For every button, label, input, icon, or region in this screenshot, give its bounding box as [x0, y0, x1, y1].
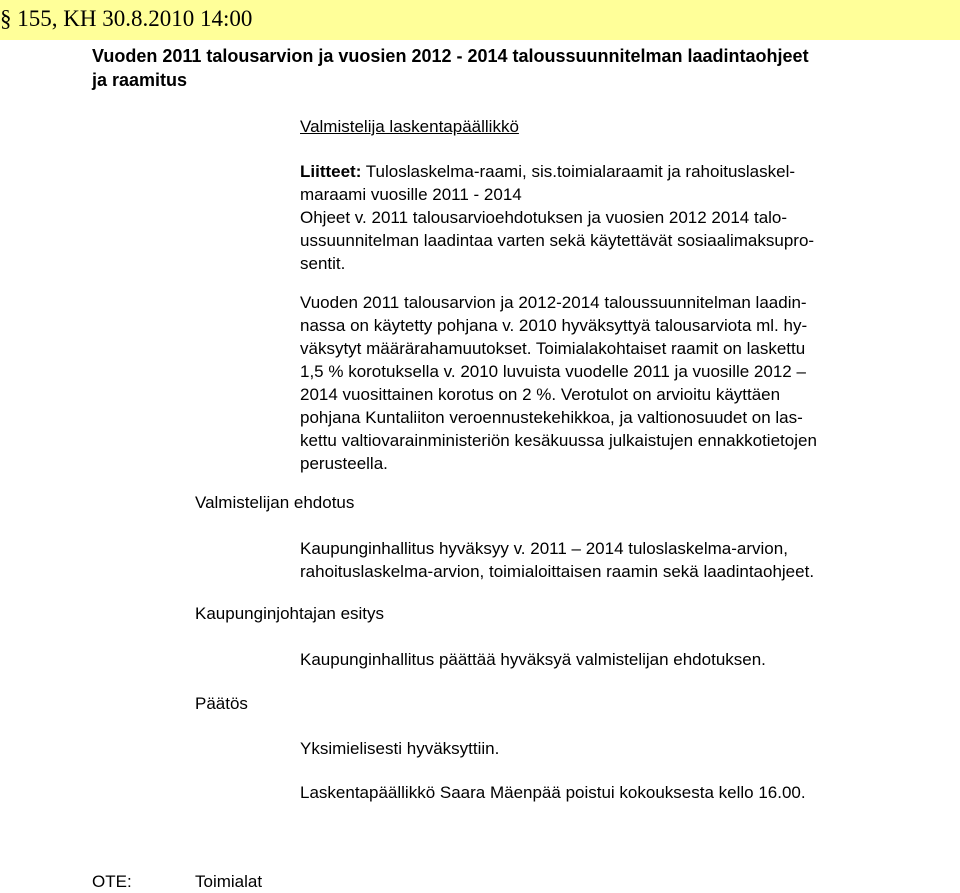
- footer-label: OTE:: [92, 872, 132, 891]
- attachments-line: sentit.: [300, 254, 346, 273]
- attachments-first-line: [300, 160, 910, 183]
- body-line: 1,5 % korotuksella v. 2010 luvuista vuodelle 2011 ja vuosille 2012 –: [300, 362, 806, 381]
- mayor-label: Kaupunginjohtajan esitys: [195, 604, 385, 623]
- proposal-label: Valmistelijan ehdotus: [195, 493, 355, 512]
- footer-value: Toimialat: [195, 872, 263, 891]
- attachments-label: Liitteet:: [300, 162, 362, 181]
- body-line: 2014 vuosittainen korotus on 2 %. Verotulot on arvioitu käyttäen: [300, 385, 781, 404]
- decision-label: Päätös: [195, 694, 248, 713]
- body-line: väksytyt määrärahamuutokset. Toimialakohtaiset raamit on laskettu: [300, 339, 806, 358]
- body-line: nassa on käytetty pohjana v. 2010 hyväksyttyä talousarviota ml. hy-: [300, 316, 808, 335]
- body-line: kettu valtiovarainministeriön kesäkuussa julkaistujen ennakkotietojen: [300, 431, 817, 450]
- attachments-line: Ohjeet v. 2011 talousarvioehdotuksen ja vuosien 2012 2014 talo-: [300, 208, 788, 227]
- proposal-line: Kaupunginhallitus hyväksyy v. 2011 – 2014 tuloslaskelma-arvion,: [300, 539, 788, 558]
- title-line: ja raamitus: [92, 70, 188, 90]
- attachments-block: [300, 160, 910, 275]
- title-line: Vuoden 2011 talousarvion ja vuosien 2012 - 2014 taloussuunnitelman laadintaohjeet: [92, 46, 809, 66]
- section-header: § 155, KH 30.8.2010 14:00: [0, 6, 253, 31]
- proposal-text: [300, 537, 910, 583]
- attachments-text: Tuloslaskelma-raami, sis.toimialaraamit ja rahoituslaskel-: [361, 162, 796, 181]
- attachments-line: maraami vuosille 2011 - 2014: [300, 185, 522, 204]
- departure-note: Laskentapäällikkö Saara Mäenpää poistui kokouksesta kello 16.00.: [300, 783, 806, 802]
- body-line: Vuoden 2011 talousarvion ja 2012-2014 taloussuunnitelman laadin-: [300, 293, 807, 312]
- body-paragraph: [300, 291, 910, 475]
- mayor-text: Kaupunginhallitus päättää hyväksyä valmistelijan ehdotuksen.: [300, 650, 766, 669]
- document-title: [92, 44, 922, 92]
- preparer-line: Valmistelija laskentapäällikkö: [300, 117, 519, 136]
- decision-text: Yksimielisesti hyväksyttiin.: [300, 739, 500, 758]
- body-line: perusteella.: [300, 454, 388, 473]
- proposal-line: rahoituslaskelma-arvion, toimialoittaisen raamin sekä laadintaohjeet.: [300, 562, 815, 581]
- attachments-line: ussuunnitelman laadintaa varten sekä käytettävät sosiaalimaksupro-: [300, 231, 815, 250]
- body-line: pohjana Kuntaliiton veroennustekehikkoa, ja valtionosuudet on las-: [300, 408, 803, 427]
